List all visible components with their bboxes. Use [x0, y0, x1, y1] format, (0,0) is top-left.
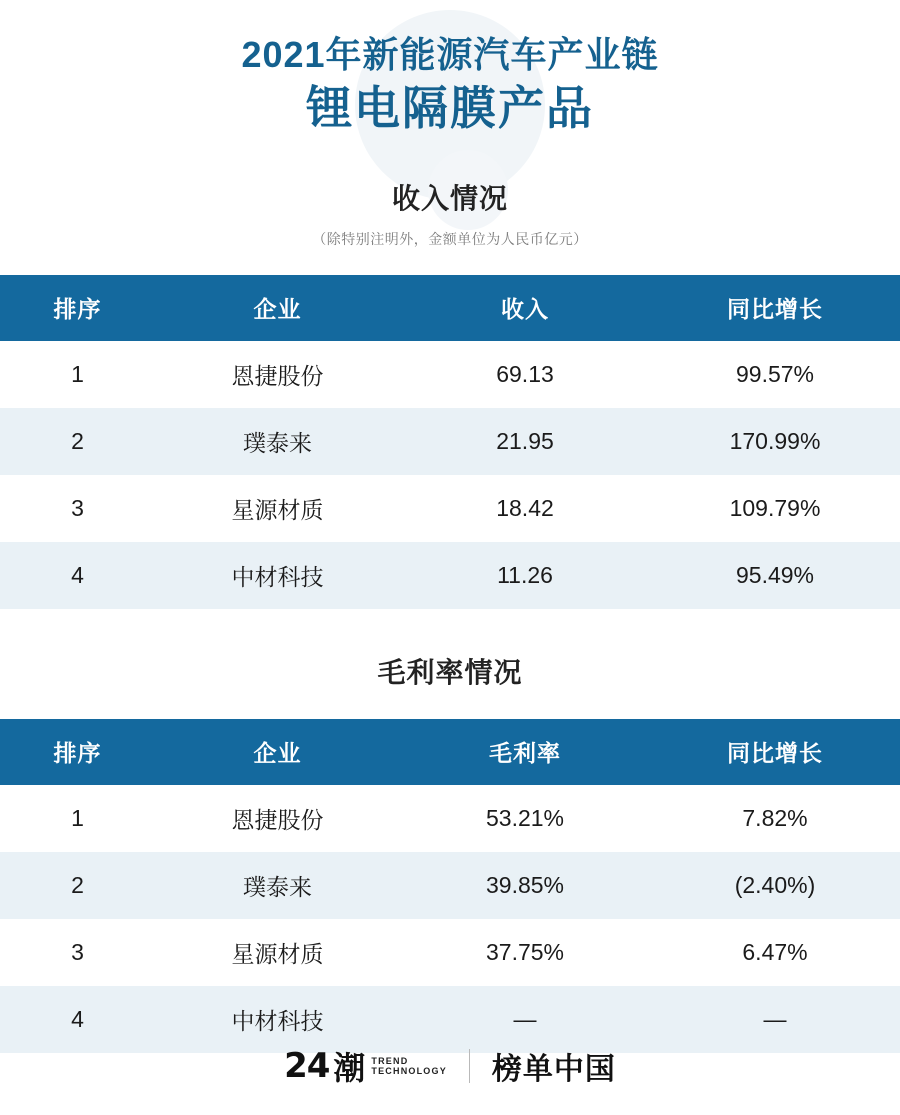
page-title-line2: 锂电隔膜产品: [306, 82, 594, 134]
cell-rank: 3: [0, 475, 155, 542]
cell-growth: —: [650, 986, 900, 1053]
column-header-company: 企业: [155, 275, 400, 341]
logo-chinese-character: 潮: [333, 1050, 365, 1086]
cell-rank: 4: [0, 542, 155, 609]
brand-logo-left: [284, 1043, 447, 1089]
column-header-value: 毛利率: [400, 719, 650, 785]
table-row: [0, 852, 900, 919]
cell-value: 53.21%: [400, 785, 650, 852]
column-header-value: 收入: [400, 275, 650, 341]
table-row: [0, 785, 900, 852]
column-header-rank: 排序: [0, 275, 155, 341]
margin-section-title: 毛利率情况: [377, 656, 523, 688]
revenue-section-note: （除特别注明外，金额单位为人民币亿元）: [312, 230, 588, 247]
cell-growth: 6.47%: [650, 919, 900, 986]
cell-value: —: [400, 986, 650, 1053]
poster-header: [0, 0, 900, 139]
cell-rank: 2: [0, 408, 155, 475]
brand-logo-right: 榜单中国: [491, 1053, 616, 1086]
cell-rank: 1: [0, 785, 155, 852]
table-row: [0, 408, 900, 475]
cell-company: 中材科技: [155, 986, 400, 1053]
cell-rank: 2: [0, 852, 155, 919]
cell-growth: (2.40%): [650, 852, 900, 919]
column-header-rank: 排序: [0, 719, 155, 785]
column-header-company: 企业: [155, 719, 400, 785]
cell-value: 21.95: [400, 408, 650, 475]
cell-company: 恩捷股份: [155, 785, 400, 852]
logo-tagline-line2: TECHNOLOGY: [371, 1066, 447, 1076]
cell-rank: 4: [0, 986, 155, 1053]
cell-company: 星源材质: [155, 475, 400, 542]
cell-growth: 95.49%: [650, 542, 900, 609]
revenue-section-title: 收入情况: [391, 182, 508, 214]
cell-value: 39.85%: [400, 852, 650, 919]
cell-company: 中材科技: [155, 542, 400, 609]
table-row: [0, 341, 900, 408]
cell-company: 星源材质: [155, 919, 400, 986]
cell-company: 璞泰来: [155, 852, 400, 919]
logo-english-tagline: [371, 1056, 447, 1077]
margin-table: [0, 719, 900, 1053]
logo-tagline-line1: TREND: [371, 1055, 409, 1066]
cell-company: 璞泰来: [155, 408, 400, 475]
cell-value: 11.26: [400, 542, 650, 609]
column-header-growth: 同比增长: [650, 719, 900, 785]
cell-value: 69.13: [400, 341, 650, 408]
cell-growth: 170.99%: [650, 408, 900, 475]
table-row: [0, 919, 900, 986]
table-row: [0, 542, 900, 609]
cell-growth: 99.57%: [650, 341, 900, 408]
cell-growth: 109.79%: [650, 475, 900, 542]
cell-rank: 3: [0, 919, 155, 986]
logo-number: 24: [284, 1046, 330, 1086]
cell-company: 恩捷股份: [155, 341, 400, 408]
column-header-growth: 同比增长: [650, 275, 900, 341]
table-row: [0, 475, 900, 542]
cell-value: 18.42: [400, 475, 650, 542]
cell-rank: 1: [0, 341, 155, 408]
page-title-line1: 2021年新能源汽车产业链: [241, 34, 659, 75]
table-header-row: [0, 719, 900, 785]
table-header-row: [0, 275, 900, 341]
revenue-table: [0, 275, 900, 609]
logo-divider: [469, 1049, 470, 1083]
cell-growth: 7.82%: [650, 785, 900, 852]
footer-logos: [0, 1043, 900, 1089]
cell-value: 37.75%: [400, 919, 650, 986]
